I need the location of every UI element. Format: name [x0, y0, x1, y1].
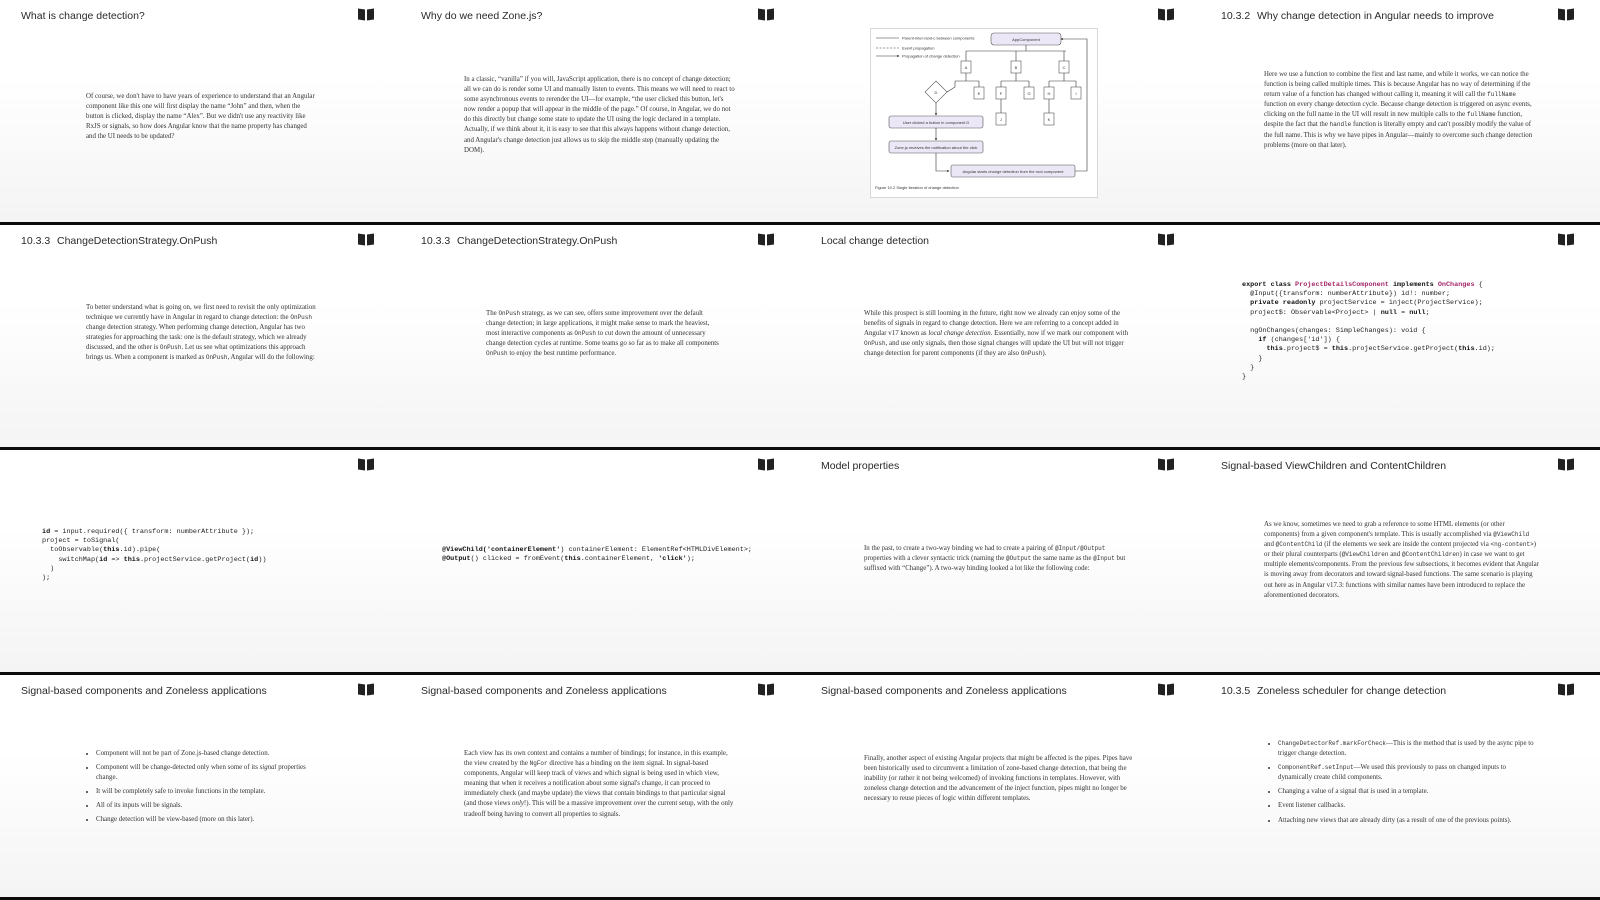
node-e [974, 87, 984, 99]
flow-step-click-label: User clicked a button in component D [902, 120, 970, 125]
card-paragraph: The OnPush strategy, as we can see, offers some improvement over the default change detection; in large applications, it might make sense to mark the heaviest, most interactive components as OnPush to cut down the amount of unnecessary change detection cycles at runtime. Some teams go so far as to make all components OnPush to enjoy the best runtime performance. [486, 310, 719, 358]
slide-card[interactable] [400, 675, 800, 897]
bullet-list [86, 749, 326, 830]
list-item: • Component will not be part of Zone.js-based change detection. [96, 749, 326, 759]
card-title-text: ChangeDetectionStrategy.OnPush [57, 235, 218, 247]
node-j [996, 113, 1006, 125]
card-paragraph: While this prospect is still looming in the future, right now we already can enjoy some of the benefits of signals in regard to change detection. Here we are referring to a concept added in Angular v17 known as local change detection. Essentially, now if we mark our component with OnPush, and use only signals, then those signal changes will update the UI but will not trigger change detection for parent components (if they are also OnPush). [864, 310, 1129, 358]
card-paragraph: Of course, we don't have to have years of experience to understand that an Angular component like this one will first display the name “John” and then, when the button is clicked, display the name “Alex”. But we didn't use any reactivity like RxJS or signals, so how does Angular know that the name property has changed and the UI needs to be updated? [86, 93, 315, 141]
slide-card[interactable] [0, 225, 400, 447]
svg-text:H: H [1047, 91, 1051, 96]
slide-card[interactable] [1200, 450, 1600, 672]
card-paragraph: To better understand what is going on, we first need to revisit the only optimization technique we currently have in Angular in regard to change detection: the OnPush change detection strategy. When performing change detection, Angular has two strategies for approaching the task: one is the default strategy, which we already discussed, and the other is OnPush. Let us see what optimizations this approach brings us. When a component is marked as OnPush, Angular will do the following: [86, 304, 316, 362]
slide-card[interactable] [800, 675, 1200, 897]
card-title-text: Why change detection in Angular needs to improve [1257, 10, 1494, 22]
card-title [421, 685, 667, 697]
section-number: 10.3.5 [1221, 685, 1251, 697]
slide-card[interactable] [800, 0, 1200, 222]
card-title-text: Zoneless scheduler for change detection [1257, 685, 1447, 697]
svg-text:A: A [964, 65, 968, 70]
slide-card[interactable] [0, 0, 400, 222]
node-a [961, 61, 971, 73]
card-title [21, 685, 267, 697]
svg-text:B: B [1014, 65, 1018, 70]
book-icon [758, 459, 774, 471]
card-title-text: Signal-based components and Zoneless applications [421, 685, 667, 697]
card-paragraph: Each view has its own context and contains a number of bindings; for instance, in this example, the view created by the NgFor directive has a binding on the item signal. In signal-based components, Angular will keep track of views and which signal is being used in which view, meaning that when it receives a notification about some signal's change, it can proceed to immediately check (and maybe update) the views that contain bindings to that particular signal (and those views only!). This will be a massive improvement over the current setup, with the only tradeoff being having to convert all properties to signals. [464, 750, 734, 818]
node-c [1059, 61, 1069, 73]
card-title-text: ChangeDetectionStrategy.OnPush [457, 235, 618, 247]
card-paragraph: As we know, sometimes we need to grab a reference to some HTML elements (or other components) from a given component's template. This is usually accomplished via @ViewChild and @ContentChild (if the elements we seek are inside the content projected via <ng-content>) or their plural counterparts (@ViewChildren and @ContentChildren) in case we want to get multiple elements/components. From the previous few subsections, it becomes evident that Angular is moving away from decorators and toward signal-based functions. The same scenario is playing out here as in Angular v17.3: functions with similar names have been introduced to replace the aforementioned decorators. [1264, 521, 1539, 599]
code-block: export class ProjectDetailsComponent implements OnChanges { @Input({transform: numberAttribute}) id!: number; private readonly projectService = inject(ProjectService); project$: Observable<Project> | null = null; ngOnChanges(changes: SimpleChanges): void { if (changes['id']) { this.project$ = this.projectService.getProject(this.id); } } } [1242, 281, 1495, 382]
section-number: 10.3.3 [21, 235, 51, 247]
list-item: • Event listener callbacks. [1278, 801, 1538, 811]
node-h [1044, 87, 1054, 99]
slide-card[interactable] [0, 450, 400, 672]
slide-card[interactable] [400, 450, 800, 672]
svg-text:K: K [1047, 117, 1051, 122]
node-b [1011, 61, 1021, 73]
code-block: @ViewChild('containerElement') containerElement: ElementRef<HTMLDivElement>; @Output() clicked = fromEvent(this.containerElement, 'click'); [442, 546, 753, 564]
card-paragraph: In the past, to create a two-way binding we had to create a pairing of @Input/@Output properties with a clever syntactic trick (naming the @Output the same name as the @Input but suffixed with “Change”). A two-way binding looked a lot like the following code: [864, 545, 1126, 573]
book-icon [358, 459, 374, 471]
list-item: • All of its inputs will be signals. [96, 801, 326, 811]
section-number: 10.3.2 [1221, 10, 1251, 22]
book-icon [1558, 234, 1574, 246]
svg-text:G: G [1027, 91, 1031, 96]
node-f [996, 87, 1006, 99]
svg-text:I: I [1075, 91, 1077, 96]
list-item: • ChangeDetectorRef.markForCheck—This is the method that is used by the async pipe to trigger change detection. [1278, 739, 1538, 759]
card-title [821, 685, 1067, 697]
book-icon [1558, 684, 1574, 696]
svg-text:J: J [1000, 117, 1002, 122]
figure-caption: Figure 10.2 Single iteration of change detection [875, 185, 959, 190]
card-title [21, 10, 145, 22]
list-item: • Attaching new views that are already dirty (as a result of one of the previous points). [1278, 816, 1538, 826]
card-title [421, 235, 617, 247]
book-icon [1558, 459, 1574, 471]
slide-card[interactable] [0, 675, 400, 897]
book-icon [1158, 459, 1174, 471]
book-icon [1558, 9, 1574, 21]
list-item: • Changing a value of a signal that is used in a template. [1278, 787, 1538, 797]
list-item: • Change detection will be view-based (more on this later). [96, 815, 326, 825]
svg-text:F: F [999, 91, 1003, 96]
slide-card[interactable] [800, 225, 1200, 447]
slide-card[interactable] [400, 225, 800, 447]
book-icon [758, 684, 774, 696]
card-title [21, 235, 217, 247]
svg-text:D: D [934, 90, 938, 95]
card-paragraph: Finally, another aspect of existing Angular projects that might be affected is the pipes. Pipes have been historically used to circumvent a limitation of zone-based change detection, that being the inability (or rather it not being welcomed) of invoking functions in templates. However, with zoneless change detection and the advancement of the inject function, pipes might no longer be necessary to reuse pieces of logic within different templates. [864, 755, 1133, 803]
change-detection-diagram [870, 28, 1098, 198]
slide-card[interactable] [1200, 0, 1600, 222]
node-i [1071, 87, 1081, 99]
svg-text:C: C [1062, 65, 1066, 70]
code-block: id = input.required({ transform: numberAttribute }); project = toSignal( toObservable(this.id).pipe( switchMap(id => this.projectService.getProject(id)) ) ); [42, 528, 267, 583]
node-g [1024, 87, 1034, 99]
card-paragraph: In a classic, “vanilla” if you will, JavaScript application, there is no concept of change detection; all we can do is render some UI and manually listen to events. This means we will need to react to some asynchronous events to rerender the UI—for example, “the user clicked this button, let's now render a popup that will appear in the middle of the page.” Of course, in Angular, we do not do this directly but change some state to update the UI using the logic declared in a template. Actually, if we think about it, it is easy to see that this always happens without change detection, and Angular's change detection just allows us to skip the middle step (manually updating the DOM). [464, 76, 735, 154]
card-title [821, 235, 929, 247]
flow-step-zone-label: Zone.js receives the notification about the click [894, 145, 978, 150]
node-k [1044, 113, 1054, 125]
node-d [925, 81, 947, 103]
book-icon [358, 234, 374, 246]
list-item: • ComponentRef.setInput—We used this previously to pass on changed inputs to dynamically create child components. [1278, 763, 1538, 783]
card-title-text: Why do we need Zone.js? [421, 10, 543, 22]
slide-card[interactable] [1200, 225, 1600, 447]
book-icon [1158, 234, 1174, 246]
list-item: • Component will be change-detected only when some of its signal properties change. [96, 763, 326, 783]
card-title [1221, 685, 1446, 697]
book-icon [358, 9, 374, 21]
card-title-text: Signal-based components and Zoneless applications [21, 685, 267, 697]
card-title-text: Signal-based components and Zoneless applications [821, 685, 1067, 697]
card-title [821, 460, 899, 472]
card-paragraph: Here we use a function to combine the first and last name, and while it works, we can notice the function is being called multiple times. This is because Angular has no way of determining if the return value of a function has changed without calling it, meaning it will call the fullName function on every change detection cycle. Because change detection is triggered on async events, clicking on the full name in the UI will result in new multiple calls to the fullName function, despite the fact that the handle function is literally empty and can't possibly modify the value of the full name. This is why we have pipes in Angular—mainly to overcome such change detection problems (more on that later). [1264, 71, 1533, 149]
flow-step-angular-label: Angular starts change detection from the root component [962, 169, 1064, 174]
slide-card[interactable] [800, 450, 1200, 672]
book-icon [358, 684, 374, 696]
card-title-text: Model properties [821, 460, 900, 472]
card-title-text: Signal-based ViewChildren and ContentChildren [1221, 460, 1447, 472]
svg-text:E: E [977, 91, 981, 96]
root-component-label: AppComponent [1012, 37, 1040, 42]
book-icon [758, 9, 774, 21]
card-title-text: What is change detection? [21, 10, 145, 22]
book-icon [1158, 684, 1174, 696]
legend-item: Propagation of change detection [902, 53, 960, 59]
card-title-text: Local change detection [821, 235, 929, 247]
book-icon [1158, 9, 1174, 21]
diagram-svg [871, 29, 1097, 197]
slide-card[interactable] [400, 0, 800, 222]
book-icon [758, 234, 774, 246]
legend-item: Parent-inter-/and-c between components [902, 35, 975, 41]
legend-item: Event propagation [902, 45, 935, 51]
card-title [421, 10, 542, 22]
section-number: 10.3.3 [421, 235, 451, 247]
card-title [1221, 10, 1494, 22]
card-title [1221, 460, 1446, 472]
slide-card[interactable] [1200, 675, 1600, 897]
bullet-list [1268, 739, 1538, 830]
list-item: • It will be completely safe to invoke functions in the template. [96, 787, 326, 797]
